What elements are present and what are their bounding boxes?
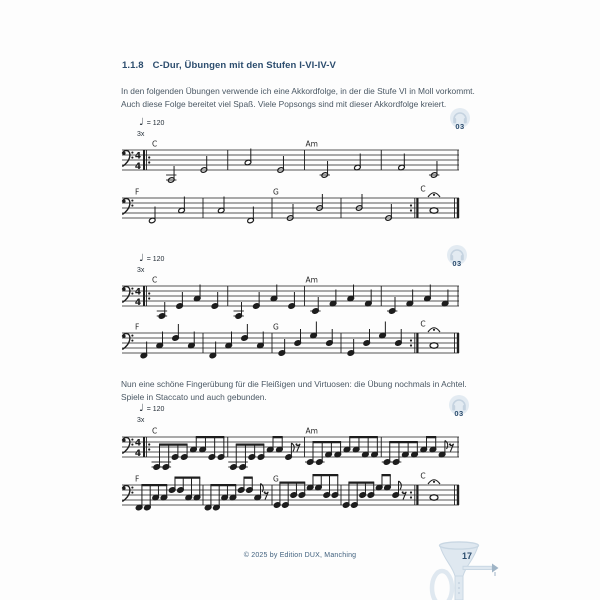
interlude-line-1: Nun eine schöne Fingerübung für die Fleißigen und Virtuosen: die Übung nochmals in Achtel. [121, 379, 467, 389]
quarter-note-icon: ♩ [139, 117, 144, 128]
staff-system-2a [120, 272, 465, 320]
quarter-note-icon: ♩ [139, 253, 144, 264]
footer-copyright: © 2025 by Edition DUX, Manching [243, 552, 357, 559]
audio-badge-2 [444, 244, 470, 268]
repeat-count-2: 3x [137, 267, 145, 274]
repeat-count-1: 3x [137, 131, 145, 138]
svg-text:4: 4 [134, 161, 142, 172]
tuba-icon [425, 538, 600, 600]
svg-text:4: 4 [134, 438, 142, 449]
interlude-paragraph [121, 378, 496, 405]
svg-text:F: F [135, 187, 140, 197]
tempo-value: = 120 [146, 120, 165, 127]
svg-text:4: 4 [134, 151, 142, 162]
svg-text:G: G [273, 322, 279, 332]
svg-text:G: G [273, 187, 279, 197]
audio-track-number: 03 [455, 122, 465, 131]
tempo-marking-3 [139, 405, 164, 413]
audio-track-number: 03 [452, 259, 462, 268]
svg-text:C: C [152, 139, 158, 149]
svg-text:Am: Am [305, 275, 318, 285]
staff-system-3a [120, 423, 465, 471]
quarter-note-icon: ♩ [139, 403, 144, 414]
staff-system-2b [120, 319, 465, 367]
tempo-marking-2 [139, 255, 164, 263]
staff-system-1b [120, 184, 465, 232]
svg-text:G: G [273, 474, 279, 484]
staff-system-3b [120, 471, 465, 519]
svg-text:F: F [135, 474, 140, 484]
audio-track-number: 03 [454, 409, 464, 418]
svg-text:C: C [420, 184, 426, 194]
section-title: C-Dur, Übungen mit den Stufen I-VI-IV-V [152, 60, 336, 71]
svg-text:F: F [135, 322, 140, 332]
tempo-value: = 120 [146, 256, 165, 263]
intro-line-2: Auch diese Folge bereitet viel Spaß. Viele Popsongs sind mit dieser Akkordfolge kreiert. [121, 99, 447, 110]
svg-text:Am: Am [305, 139, 318, 149]
audio-badge-3 [446, 394, 472, 418]
svg-text:C: C [420, 319, 426, 329]
intro-paragraph [121, 85, 496, 112]
svg-text:C: C [420, 471, 426, 481]
page-number: 17 [461, 551, 473, 561]
audio-badge-1 [447, 107, 473, 131]
interlude-line-2: Spiele in Staccato und auch gebunden. [121, 392, 267, 403]
tempo-marking-1 [139, 119, 164, 127]
svg-text:Am: Am [305, 426, 318, 436]
svg-text:4: 4 [134, 297, 142, 308]
svg-text:4: 4 [134, 287, 142, 298]
svg-text:C: C [152, 426, 158, 436]
intro-line-1: In den folgenden Übungen verwende ich eine Akkordfolge, in der die Stufe VI in Moll vorkommt. [121, 86, 475, 96]
staff-system-1a [120, 136, 465, 184]
svg-text:4: 4 [134, 448, 142, 459]
svg-text:C: C [152, 275, 158, 285]
trumpet-bell-tip [492, 564, 499, 573]
section-number: 1.1.8 [122, 60, 144, 71]
repeat-count-3: 3x [137, 417, 145, 424]
section-heading [122, 60, 336, 71]
tempo-value: = 120 [146, 406, 165, 413]
